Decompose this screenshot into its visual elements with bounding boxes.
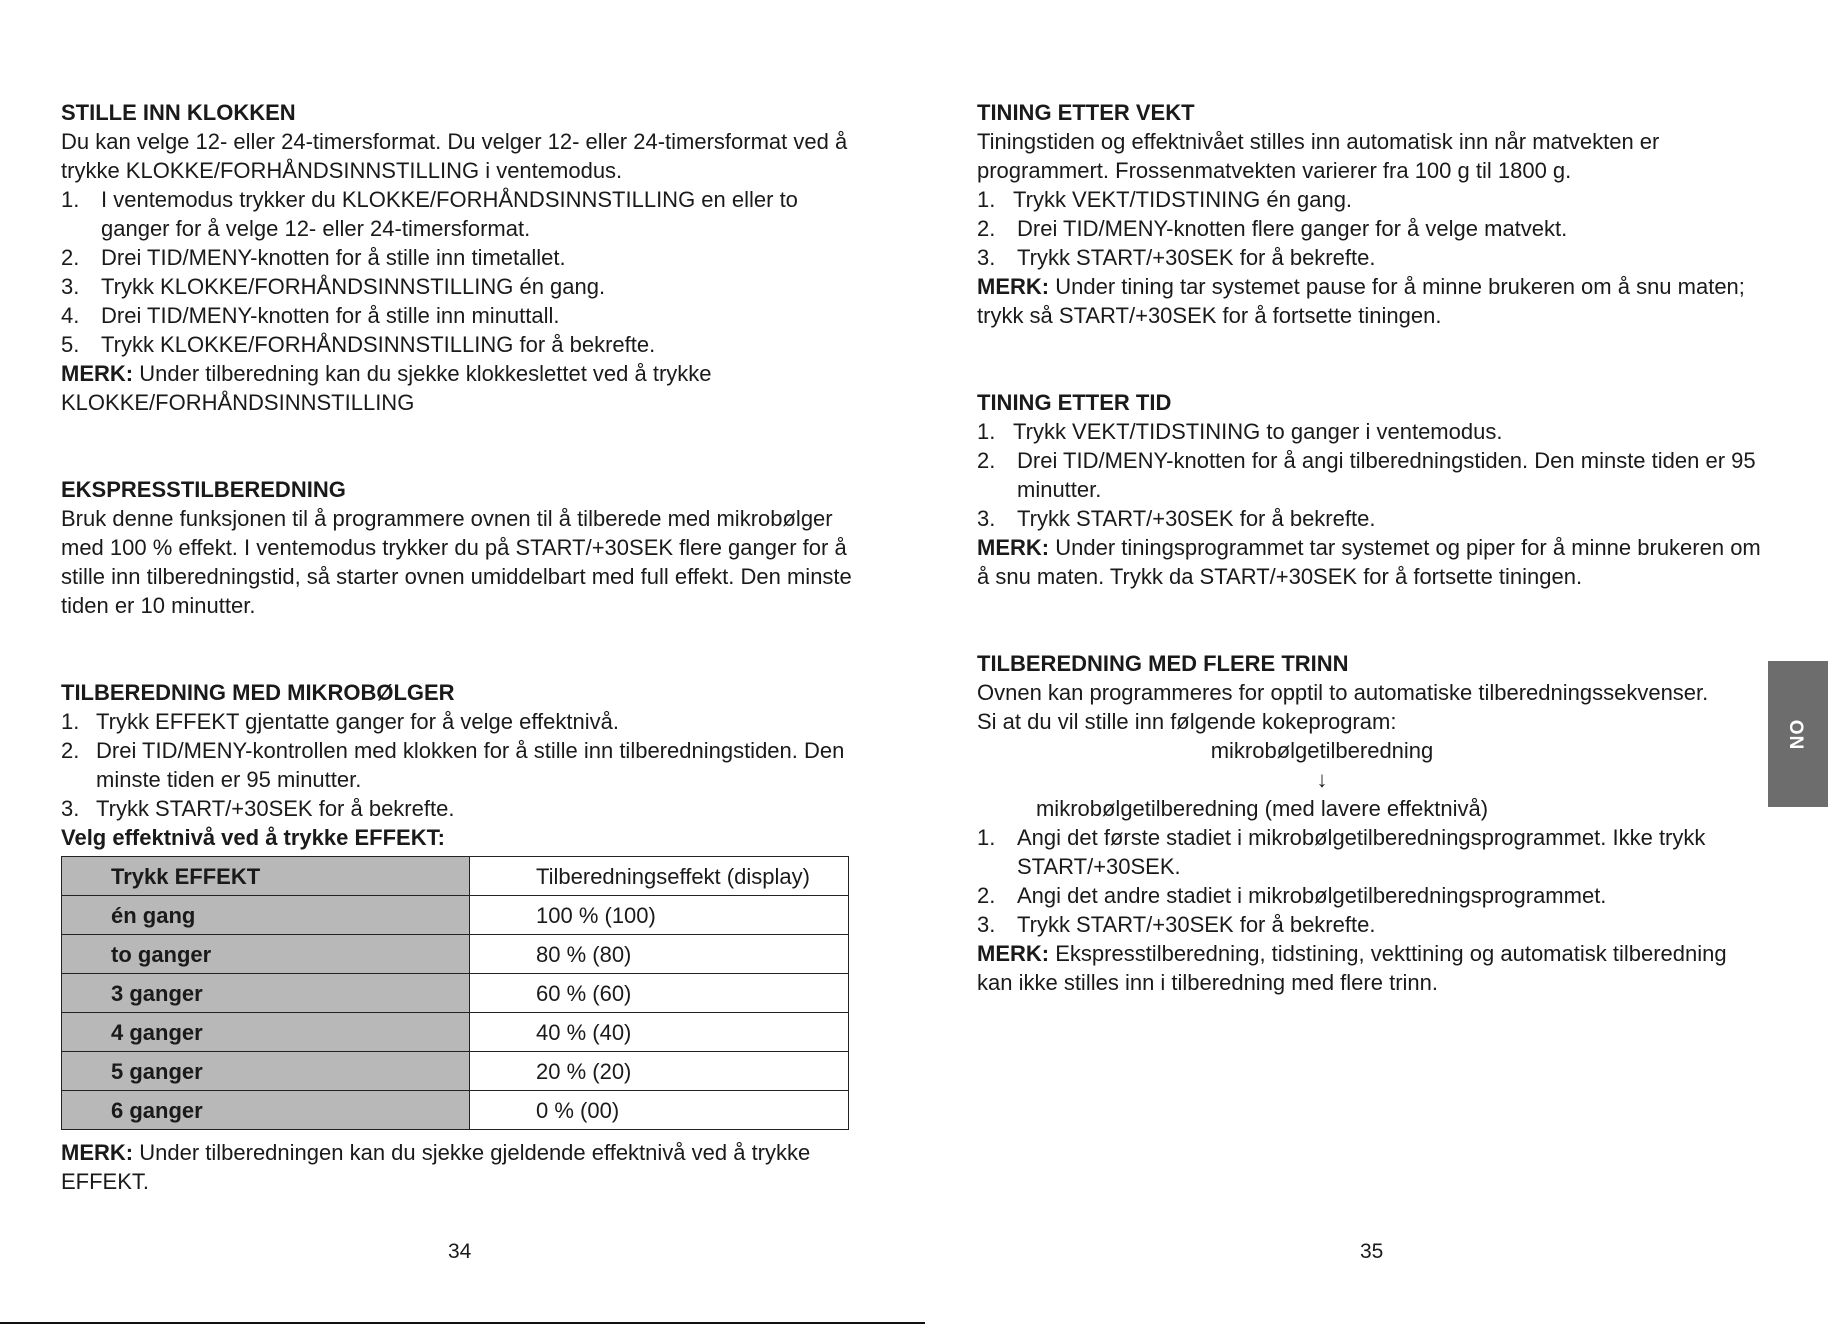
note-text: Under tiningsprogrammet tar systemet og piper for å minne brukeren om å snu maten. Trykk da START/+30SEK for å fortsette tiningen. [977,535,1761,589]
table-row [62,857,849,896]
page-number-right: 35 [1360,1240,1384,1263]
step-item [61,272,861,301]
note-label: MERK: [977,535,1050,560]
step-number: 1. [977,419,996,444]
step-item [61,707,861,736]
note-paragraph [61,1138,861,1196]
table-cell-power: 60 % (60) [470,974,849,1013]
step-text: Angi det første stadiet i mikrobølgetilberedningsprogrammet. Ikke trykk START/+30SEK. [1017,825,1706,879]
section-heading: EKSPRESSTILBEREDNING [61,477,346,502]
section-clock-settings [61,98,861,417]
step-item [977,823,1767,881]
table-row [62,1013,849,1052]
step-item [977,504,1767,533]
section-intro: Tiningstiden og effektnivået stilles inn automatisk inn når matvekten er programmert. Frossenmatvekten varierer fra 100 g til 1800 g. [977,129,1660,183]
table-cell-power: 0 % (00) [470,1091,849,1130]
step-item [977,243,1767,272]
steps-list [61,707,861,823]
table-cell-press: 5 ganger [62,1052,470,1091]
note-text: Under tining tar systemet pause for å minne brukeren om å snu maten; trykk så START/+30SEK for å fortsette tiningen. [977,274,1745,328]
steps-list [61,185,861,359]
step-text: Trykk KLOKKE/FORHÅNDSINNSTILLING for å bekrefte. [101,332,656,357]
step-item [977,446,1767,504]
step-text: Drei TID/MENY-knotten for å stille inn minuttall. [101,303,560,328]
table-cell-power: 40 % (40) [470,1013,849,1052]
step-number: 1. [977,825,996,850]
flow-arrow-icon: ↓ [1316,767,1328,792]
flow-stage-two: mikrobølgetilberedning (med lavere effektnivå) [1035,796,1489,821]
steps-list [977,417,1767,533]
step-number: 3. [61,274,80,299]
table-row [62,1052,849,1091]
step-number: 1. [61,187,80,212]
section-express-cooking [61,475,861,620]
note-paragraph [977,533,1767,591]
section-heading: TINING ETTER VEKT [977,100,1195,125]
step-number: 3. [61,796,80,821]
note-paragraph [61,359,861,417]
note-label: MERK: [977,941,1050,966]
section-defrost-by-weight [977,98,1767,330]
step-text: Trykk START/+30SEK for å bekrefte. [96,796,455,821]
step-number: 5. [61,332,80,357]
step-item [977,417,1767,446]
steps-list [977,823,1767,939]
table-cell-power: 20 % (20) [470,1052,849,1091]
section-defrost-by-time [977,388,1767,591]
step-item [61,185,861,243]
step-item [61,243,861,272]
language-tab [1768,661,1828,807]
step-item [61,794,861,823]
table-row [62,935,849,974]
step-item [61,736,861,794]
table-cell-press: 3 ganger [62,974,470,1013]
step-text: Drei TID/MENY-knotten for å stille inn timetallet. [101,245,566,270]
step-item [977,910,1767,939]
step-text: Trykk START/+30SEK for å bekrefte. [1017,245,1376,270]
note-text: Ekspresstilberedning, tidstining, vekttining og automatisk tilberedning kan ikke stilles inn i tilberedning med flere trinn. [977,941,1727,995]
step-text: Trykk VEKT/TIDSTINING én gang. [1013,187,1353,212]
language-tab-label: NO [1787,718,1808,750]
note-label: MERK: [977,274,1050,299]
section-microwave-cooking [61,678,861,1196]
left-page-column [61,98,861,1196]
step-text: Trykk START/+30SEK for å bekrefte. [1017,506,1376,531]
table-cell-press: 4 ganger [62,1013,470,1052]
step-text: Trykk KLOKKE/FORHÅNDSINNSTILLING én gang. [101,274,606,299]
table-cell-press: 6 ganger [62,1091,470,1130]
step-text: Trykk START/+30SEK for å bekrefte. [1017,912,1376,937]
table-row [62,896,849,935]
step-text: Drei TID/MENY-kontrollen med klokken for å stille inn tilberedningstiden. Den minste tiden er 95 minutter. [96,738,845,792]
page-number-left: 34 [448,1240,472,1263]
step-number: 2. [977,216,996,241]
step-number: 2. [977,883,996,908]
table-row [62,1091,849,1130]
step-item [61,301,861,330]
section-heading: STILLE INN KLOKKEN [61,100,296,125]
note-paragraph [977,939,1767,997]
step-number: 2. [61,245,80,270]
steps-list [977,185,1767,272]
step-item [977,185,1767,214]
step-number: 3. [977,912,996,937]
table-caption: Velg effektnivå ved å trykke EFFEKT: [61,825,445,850]
table-cell-press: én gang [62,896,470,935]
note-text: Under tilberedning kan du sjekke klokkeslettet ved å trykke KLOKKE/FORHÅNDSINNSTILLING [61,361,712,415]
section-text: Bruk denne funksjonen til å programmere ovnen til å tilberede med mikrobølger med 100 % effekt. I ventemodus trykker du på START/+30SEK flere ganger for å stille inn tilberedningstid, så starter ovnen umiddelbart med full effekt. Den minste tiden er 10 minutter. [61,506,852,618]
section-intro: Ovnen kan programmeres for opptil to automatiske tilberedningssekvenser. [977,680,1709,705]
step-number: 3. [977,245,996,270]
table-row [62,974,849,1013]
step-text: I ventemodus trykker du KLOKKE/FORHÅNDSINNSTILLING en eller to ganger for å velge 12- eller 24-timersformat. [101,187,798,241]
step-number: 2. [61,738,80,763]
note-label: MERK: [61,1140,134,1165]
step-number: 1. [977,187,996,212]
step-item [61,330,861,359]
table-cell-power: Tilberedningseffekt (display) [470,857,849,896]
step-number: 3. [977,506,996,531]
step-text: Trykk EFFEKT gjentatte ganger for å velge effektnivå. [96,709,619,734]
step-item [977,214,1767,243]
step-item [977,881,1767,910]
section-heading: TINING ETTER TID [977,390,1172,415]
section-multi-stage-cooking [977,649,1767,997]
table-cell-press: to ganger [62,935,470,974]
step-text: Angi det andre stadiet i mikrobølgetilberedningsprogrammet. [1017,883,1607,908]
section-heading: TILBEREDNING MED FLERE TRINN [977,651,1349,676]
table-cell-power: 100 % (100) [470,896,849,935]
step-text: Trykk VEKT/TIDSTINING to ganger i ventemodus. [1013,419,1503,444]
note-paragraph [977,272,1767,330]
table-cell-press: Trykk EFFEKT [62,857,470,896]
step-number: 2. [977,448,996,473]
step-text: Drei TID/MENY-knotten flere ganger for å velge matvekt. [1017,216,1568,241]
right-page-column [977,98,1767,997]
cooking-flow [977,736,1667,823]
step-number: 1. [61,709,80,734]
section-heading: TILBEREDNING MED MIKROBØLGER [61,680,455,705]
section-intro: Si at du vil stille inn følgende kokeprogram: [977,709,1397,734]
note-label: MERK: [61,361,134,386]
power-level-table [61,856,849,1130]
flow-stage-one: mikrobølgetilberedning [1210,738,1434,763]
step-number: 4. [61,303,80,328]
table-cell-power: 80 % (80) [470,935,849,974]
note-text: Under tilberedningen kan du sjekke gjeldende effektnivå ved å trykke EFFEKT. [61,1140,811,1194]
step-text: Drei TID/MENY-knotten for å angi tilberedningstiden. Den minste tiden er 95 minutter. [1017,448,1756,502]
section-intro: Du kan velge 12- eller 24-timersformat. Du velger 12- eller 24-timersformat ved å trykke KLOKKE/FORHÅNDSINNSTILLING i ventemodus. [61,129,848,183]
